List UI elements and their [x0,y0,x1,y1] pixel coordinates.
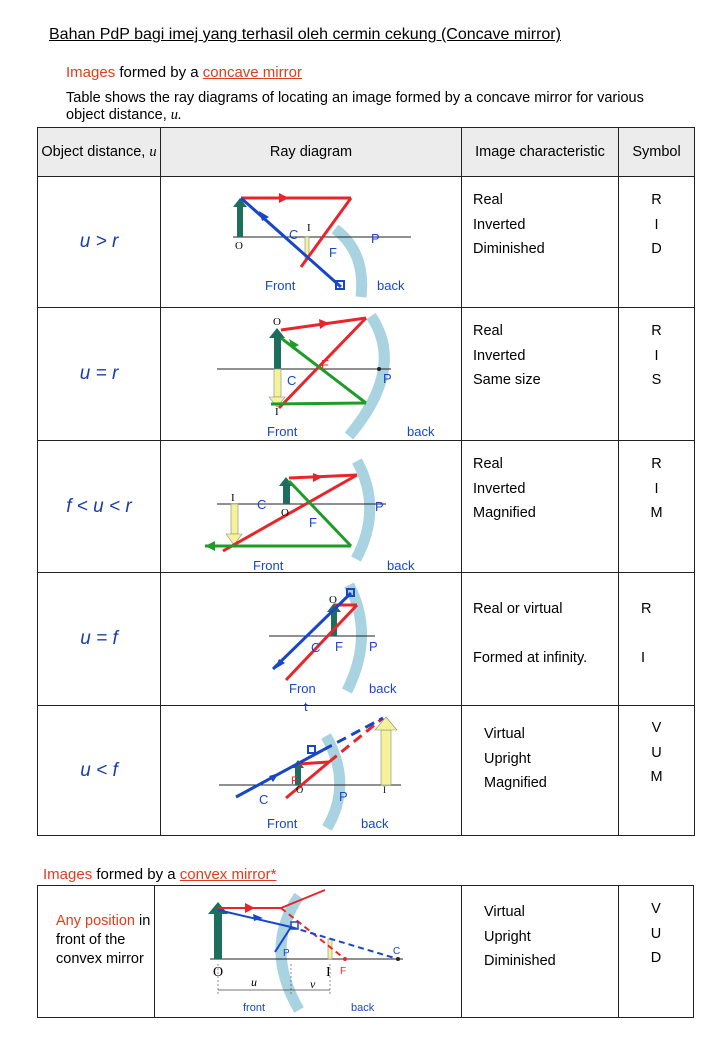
ray-diagram-u-greater-r [161,177,462,307]
label-back: back [407,424,435,439]
label-o: O [213,965,224,980]
ray-blue-marker [308,746,315,753]
image-arrow [274,369,281,397]
ray-diagram-cell [155,886,462,1018]
ray-diagram-f-u-r [161,441,462,572]
symbol-item: S [651,372,662,388]
label-p: P [383,371,392,386]
concave-mirror-shape [347,585,362,691]
header-ray-diagram: Ray diagram [161,128,462,177]
symbol-item: M [650,505,663,521]
label-p: P [375,499,384,514]
object-arrow [237,207,243,237]
image-arrow [231,504,238,534]
ray-diagram-convex [155,886,462,1017]
header-symbol: Symbol [619,128,695,177]
symbol-cell [619,308,695,441]
label-o: O [296,785,304,796]
symbol-item: R [641,601,652,617]
table-row [38,177,695,308]
characteristic-item: Magnified [473,505,536,521]
ray-diagram-cell [161,177,462,308]
symbol-item: R [651,456,662,472]
object-arrow [283,486,290,504]
label-f: F [329,245,337,260]
label-front: Front [267,424,298,439]
label-c: C [287,373,297,388]
label-o: O [235,240,243,252]
image-arrow [381,730,391,785]
label-p: P [369,639,378,654]
label-back: back [361,816,389,831]
centre-point [396,957,400,961]
convex-heading-images: Images [43,866,93,883]
table-description [66,90,666,124]
label-back: back [377,278,405,293]
characteristic-item: Real [473,456,503,472]
label-front: Front [253,558,284,573]
pole-point [377,367,381,371]
ray-arrow-red [245,903,255,913]
label-back: back [351,1002,375,1014]
table-description-text: Table shows the ray diagrams of locating an image formed by a concave mirror for various object distance, [66,90,644,123]
characteristic-item: Real [473,192,503,208]
ray-diagram-cell [161,573,462,714]
convex-heading [43,866,276,883]
position-highlight: Any position [56,913,135,929]
image-arrow-head [375,717,397,730]
symbol-item: I [654,480,659,497]
ray-arrow-green [205,541,215,551]
label-front-part-1: Fron [289,681,316,696]
object-arrow [274,338,281,369]
ray-red-incident [289,475,357,478]
label-c: C [289,227,299,242]
characteristic-item: Formed at infinity. [473,649,588,666]
characteristic-item: Inverted [473,216,526,233]
symbol-item: M [650,769,663,785]
convex-heading-formed-by: formed by a [96,866,176,883]
ray-diagram-cell [161,706,462,836]
ray-arrow-red [279,193,289,203]
label-back: back [387,558,415,573]
header-object-distance-label: Object distance, [41,144,146,160]
ray-blue [241,198,341,287]
ray-arrow-green [289,339,299,349]
characteristic-item: Virtual [484,726,525,742]
table-row [38,308,695,441]
concave-mirror-shape [326,736,340,828]
label-i: I [275,406,279,418]
symbol-item: R [651,323,662,339]
ray-red-reflected [281,890,325,908]
ray-diagram-cell [161,441,462,573]
symbol-item: I [654,347,659,364]
label-c: C [257,497,267,512]
characteristic-cell [462,441,619,573]
label-u: u [251,975,257,989]
concave-mirror-shape [356,461,370,559]
characteristic-item: Diminished [484,953,556,969]
label-p: P [283,948,290,959]
table-row [38,706,695,836]
characteristic-item: Real or virtual [473,601,563,617]
characteristic-item: Upright [484,928,531,945]
header-image-characteristic: Image characteristic [462,128,619,177]
page-title: Bahan PdP bagi imej yang terhasil oleh cermin cekung (Concave mirror) [49,26,561,43]
characteristic-item: Virtual [484,904,525,920]
table-header-row [38,128,695,177]
label-i: I [307,222,311,234]
table-row [38,886,694,1018]
ray-diagram-u-equal-f [161,573,462,714]
label-front-part-2: t [304,699,308,714]
label-i: I [231,492,235,504]
ray-arrow-blue [269,773,279,782]
label-f: F [335,639,343,654]
characteristic-item: Diminished [473,241,545,257]
characteristic-item: Upright [484,750,531,767]
characteristic-item: Inverted [473,480,526,497]
label-c: C [393,946,401,957]
symbol-item: U [651,744,662,761]
concave-heading-images: Images [66,64,116,81]
label-o: O [281,507,289,519]
ray-diagram-u-less-f [161,706,462,835]
object-arrow [214,914,222,959]
label-f: F [309,515,317,530]
label-f: F [321,357,329,372]
ray-arrow-blue [259,211,269,221]
characteristic-cell [462,177,619,308]
concave-mirror-table [37,127,695,836]
symbol-item: R [651,192,662,208]
label-c: C [259,792,269,807]
label-p: P [371,231,380,246]
characteristic-item: Inverted [473,347,526,364]
ray-green-reflected [271,403,366,404]
position-rest: in front of the convex mirror [56,913,151,967]
convex-heading-mirror: convex mirror* [179,866,277,883]
label-o: O [273,316,281,328]
header-object-distance [38,128,161,177]
concave-heading-formed-by: formed by a [119,64,199,81]
symbol-cell [619,573,695,706]
label-front: Front [265,278,296,293]
characteristic-item: Magnified [484,775,547,791]
symbol-cell [619,441,695,573]
symbol-cell [619,706,695,836]
symbol-cell [619,177,695,308]
concave-heading-mirror: concave mirror [202,64,302,81]
convex-mirror-table [37,885,694,1018]
label-back: back [369,681,397,696]
ray-blue [236,750,323,797]
ray-arrow-red [313,473,323,482]
ray-red-reflected [286,605,357,680]
ray-diagram-cell [161,308,462,441]
condition-cell: u = f [38,573,161,706]
symbol-item: I [654,216,659,233]
ray-diagram-u-equal-r [161,308,462,440]
ray-arrow-red [319,319,329,329]
focal-point [343,957,347,961]
symbol-cell [619,886,694,1018]
position-cell [38,886,155,1018]
ray-green [289,481,351,546]
label-v: v [310,977,316,991]
symbol-item: V [651,901,661,917]
label-c: C [311,640,321,655]
ray-blue-virtual [291,927,401,959]
symbol-item: D [650,950,662,966]
table-row [38,441,695,573]
label-front: front [243,1002,266,1014]
condition-cell: f < u < r [38,441,161,573]
label-o: O [329,594,337,606]
header-object-u: u [149,144,157,160]
concave-heading [66,64,302,81]
characteristic-cell [462,706,619,836]
table-description-u: u. [170,107,182,123]
characteristic-item: Real [473,323,503,339]
condition-cell: u < f [38,706,161,836]
condition-cell: u > r [38,177,161,308]
symbol-item: D [651,241,662,257]
characteristic-cell [462,308,619,441]
ray-blue [273,593,351,669]
label-i: I [383,785,386,795]
characteristic-cell [462,573,619,706]
concave-mirror-shape [349,316,384,436]
label-i: I [326,965,331,980]
label-f: F [291,775,298,787]
symbol-item: U [650,925,662,942]
condition-cell: u = r [38,308,161,441]
label-p: P [339,789,348,804]
label-f: F [340,966,347,977]
table-row [38,573,695,706]
label-front: Front [267,816,298,831]
characteristic-item: Same size [473,372,541,388]
characteristic-cell [462,886,619,1018]
symbol-item: V [651,720,662,736]
symbol-item: I [641,649,646,666]
